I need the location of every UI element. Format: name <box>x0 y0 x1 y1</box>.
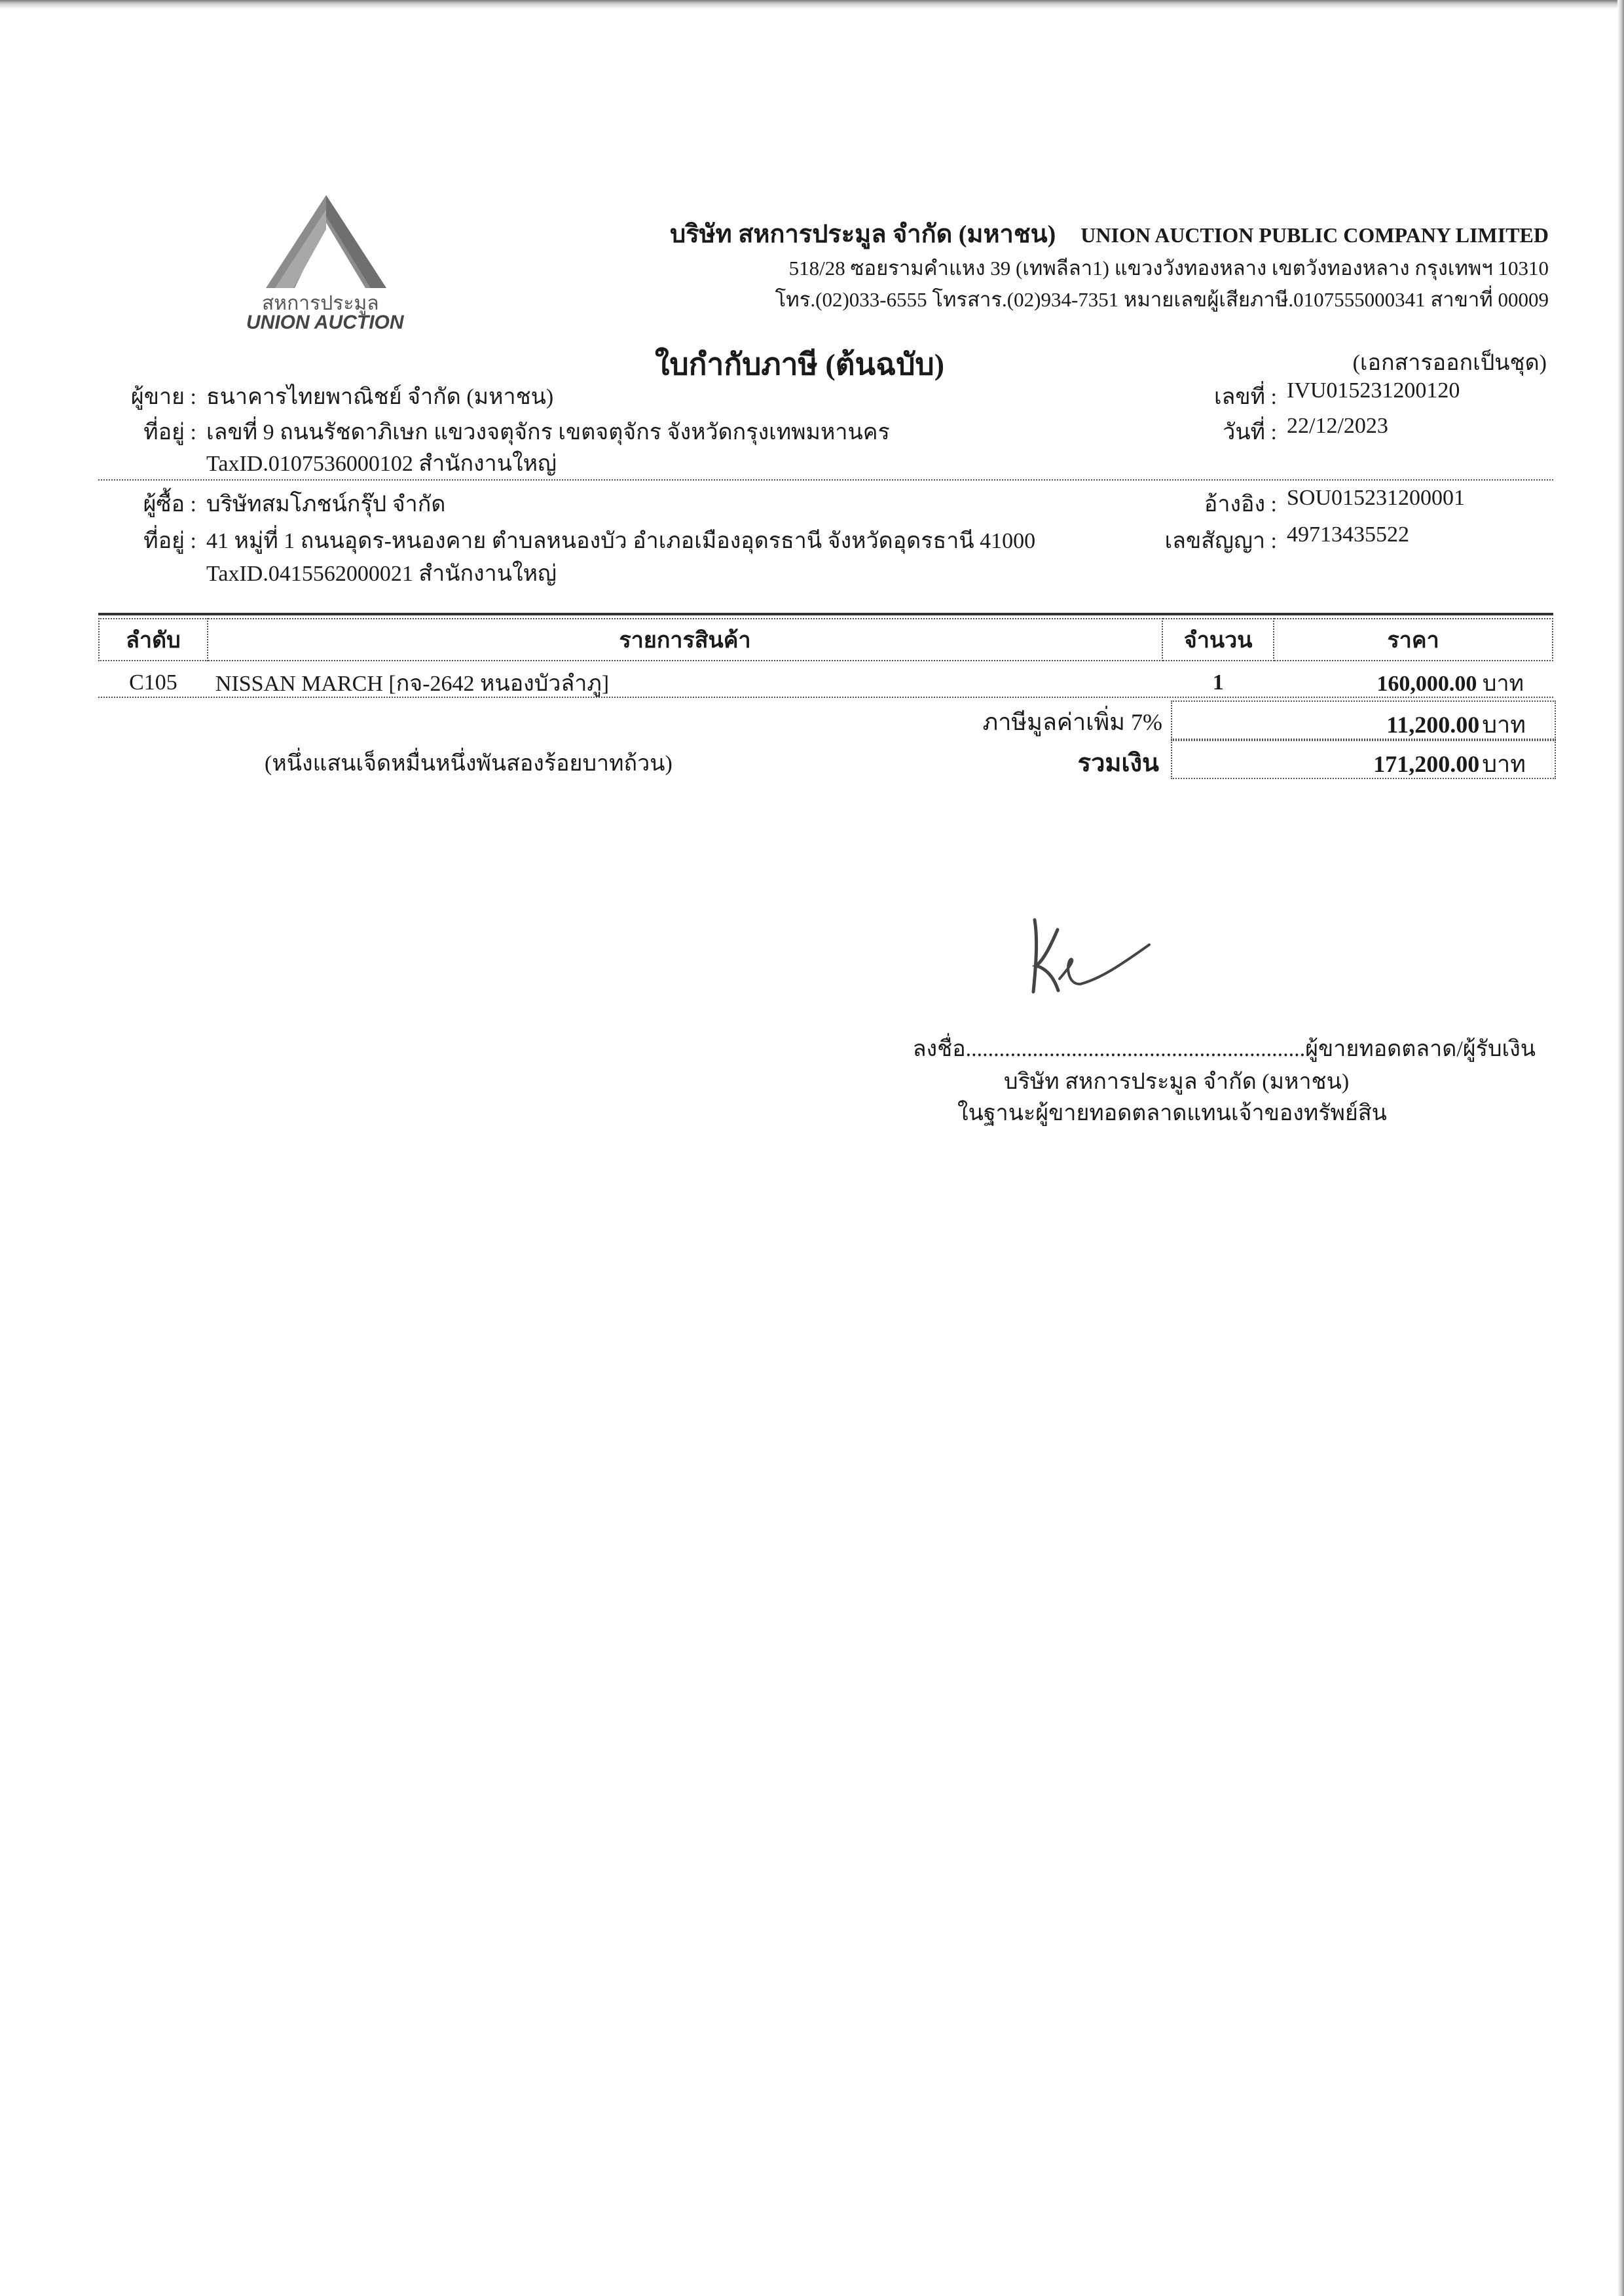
vat-amount <box>1386 706 1526 743</box>
amount-in-words: (หนึ่งแสนเจ็ดหมื่นหนึ่งพันสองร้อยบาทถ้วน) <box>265 752 673 776</box>
seller-address: เลขที่ 9 ถนนรัชดาภิเษก แขวงจตุจักร เขตจตุจักร จังหวัดกรุงเทพมหานคร <box>206 420 890 445</box>
vat-label: ภาษีมูลค่าเพิ่ม 7% <box>982 709 1162 735</box>
company-name-th: บริษัท สหการประมูล จำกัด (มหาชน) <box>670 221 1056 248</box>
buyer-tax-id: TaxID.0415562000021 สำนักงานใหญ่ <box>206 562 557 586</box>
seller-name: ธนาคารไทยพาณิชย์ จำกัด (มหาชน) <box>206 385 554 409</box>
col-header-item: รายการสินค้า <box>208 619 1162 661</box>
vat-value: 11,200.00 <box>1386 712 1480 738</box>
seller-label: ผู้ขาย : <box>130 385 196 409</box>
row-item: NISSAN MARCH [กจ-2642 หนองบัวลำภู] <box>215 672 610 696</box>
table-row-rule <box>98 697 1553 698</box>
signature-capacity: ในฐานะผู้ขายทอดตลาดแทนเจ้าของทรัพย์สิน <box>957 1101 1387 1125</box>
total-unit: บาท <box>1482 751 1526 777</box>
section-divider <box>98 479 1553 481</box>
signature-company: บริษัท สหการประมูล จำกัด (มหาชน) <box>1004 1070 1350 1094</box>
logo-text-th: สหการประมูล <box>262 293 379 314</box>
scan-edge-right <box>1617 0 1624 2296</box>
row-price-cell <box>1274 661 1553 701</box>
table-top-rule <box>98 613 1553 615</box>
buyer-label: ผู้ซื้อ : <box>143 492 196 517</box>
contract-value: 49713435522 <box>1287 522 1409 547</box>
company-address: 518/28 ซอยรามคำแหง 39 (เทพลีลา1) แขวงวังทองหลาง เขตวังทองหลาง กรุงเทพฯ 10310 <box>788 257 1549 280</box>
row-price-unit: บาท <box>1482 672 1524 696</box>
table-header-row <box>99 619 1553 661</box>
logo-text-en: UNION AUCTION <box>246 312 404 333</box>
contract-label: เลขสัญญา : <box>1164 529 1277 553</box>
seller-tax-id: TaxID.0107536000102 สำนักงานใหญ่ <box>206 452 557 476</box>
items-table <box>98 618 1553 701</box>
scan-edge-top <box>0 0 1624 9</box>
doc-no-label: เลขที่ : <box>1213 385 1277 409</box>
doc-date-value: 22/12/2023 <box>1287 414 1388 438</box>
document-title: ใบกำกับภาษี (ต้นฉบับ) <box>655 348 945 381</box>
table-row <box>99 661 1553 701</box>
total-amount <box>1373 745 1526 782</box>
buyer-name: บริษัทสมโภชน์กรุ๊ป จำกัด <box>206 492 446 517</box>
col-header-qty: จำนวน <box>1162 619 1274 661</box>
buyer-address: 41 หมู่ที่ 1 ถนนอุดร-หนองคาย ตำบลหนองบัว อำเภอเมืองอุดรธานี จังหวัดอุดรธานี 41000 <box>206 529 1036 553</box>
total-label: รวมเงิน <box>1077 750 1159 777</box>
buyer-address-label: ที่อยู่ : <box>143 529 196 553</box>
company-header <box>670 213 1549 253</box>
seller-address-label: ที่อยู่ : <box>143 420 196 445</box>
handwritten-signature-icon <box>1008 900 1166 1011</box>
doc-date-label: วันที่ : <box>1223 420 1277 445</box>
ref-value: SOU015231200001 <box>1287 486 1466 510</box>
row-qty: 1 <box>1212 670 1224 695</box>
total-value: 171,200.00 <box>1373 751 1480 777</box>
doc-no-value: IVU015231200120 <box>1287 378 1460 403</box>
vat-unit: บาท <box>1482 712 1526 738</box>
signature-line: ลงชื่อ.............................................................ผู้ขายทอดตลาด/ผู้รับเงิน <box>912 1037 1536 1061</box>
col-header-price: ราคา <box>1274 619 1553 661</box>
col-header-seq: ลำดับ <box>99 619 208 661</box>
document-set-note: (เอกสารออกเป็นชุด) <box>1352 351 1547 375</box>
row-price: 160,000.00 <box>1376 672 1477 696</box>
row-seq: C105 <box>129 670 177 695</box>
company-contact: โทร.(02)033-6555 โทรสาร.(02)934-7351 หมายเลขผู้เสียภาษี.0107555000341 สาขาที่ 00009 <box>775 288 1549 311</box>
ref-label: อ้างอิง : <box>1204 492 1277 517</box>
company-name-en: UNION AUCTION PUBLIC COMPANY LIMITED <box>1080 223 1549 247</box>
